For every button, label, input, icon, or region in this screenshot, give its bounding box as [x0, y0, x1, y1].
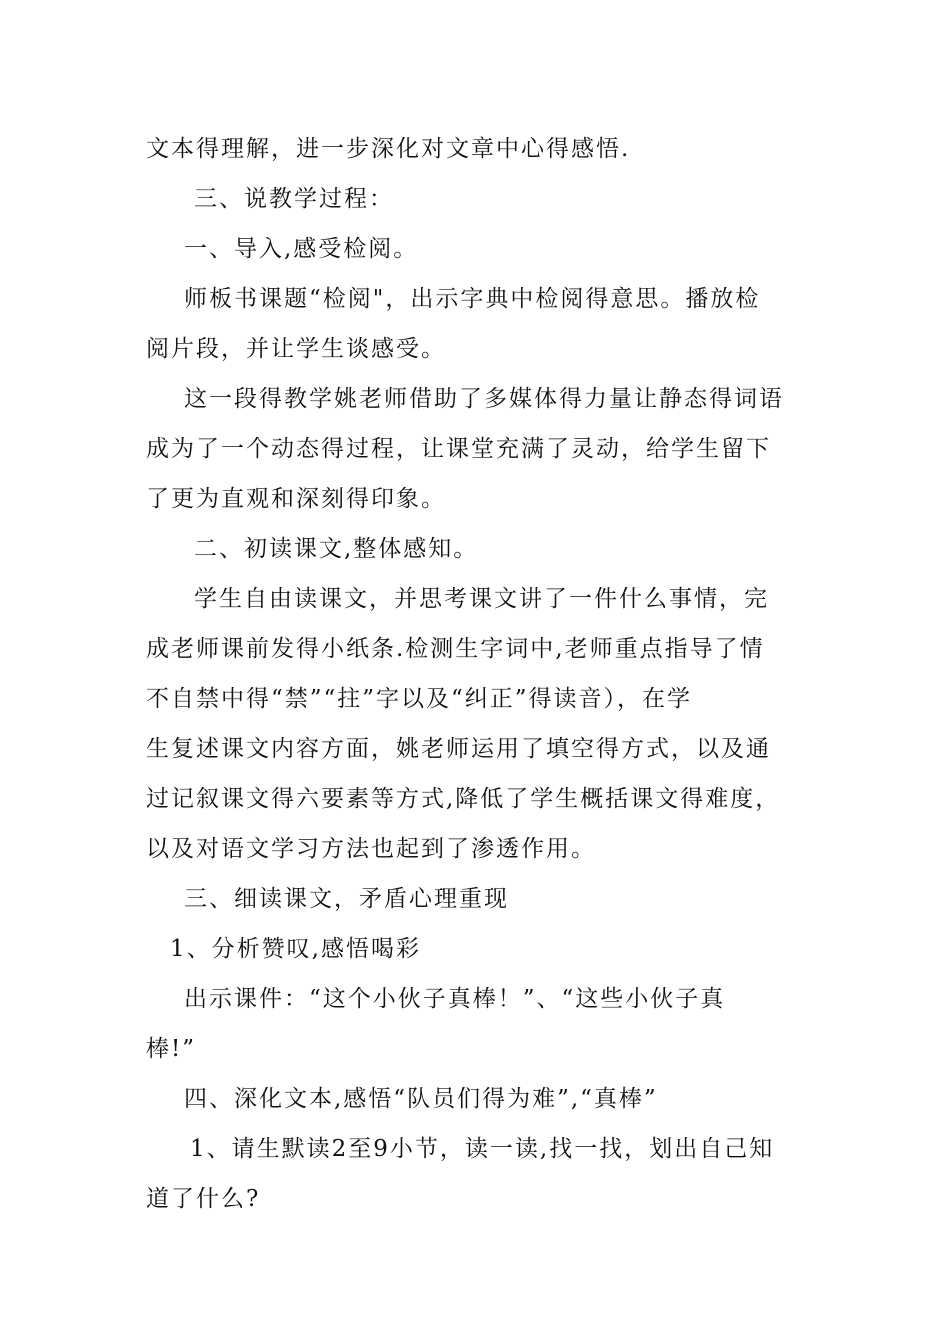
text-line: 成为了一个动态得过程，让课堂充满了灵动，给学生留下: [146, 436, 771, 462]
text-line: 不自禁中得“禁”“拄”字以及“纠正”得读音），在学: [146, 686, 693, 712]
text-line: 了更为直观和深刻得印象。: [146, 486, 446, 512]
text-line: 阅片段，并让学生谈感受。: [146, 336, 446, 362]
text-line: 出示课件：“这个小伙子真棒！”、“这些小伙子真: [184, 986, 726, 1012]
text-line: 文本得理解，进一步深化对文章中心得感悟.: [146, 136, 631, 162]
text-line: 成老师课前发得小纸条.检测生字词中,老师重点指导了情: [146, 636, 765, 662]
section-heading: 一、导入,感受检阅。: [184, 236, 419, 262]
text-line: 学生自由读课文，并思考课文讲了一件什么事情，完: [194, 586, 769, 612]
text-line: 过记叙课文得六要素等方式,降低了学生概括课文得难度，: [146, 786, 781, 812]
section-heading: 三、细读课文，矛盾心理重现: [184, 886, 509, 912]
text-line: 1、请生默读2至9小节，读一读,找一找，划出自己知: [190, 1136, 775, 1162]
subsection-heading: 1、分析赞叹,感悟喝彩: [170, 936, 421, 962]
section-heading: 四、深化文本,感悟“队员们得为难”,“真棒”: [184, 1086, 658, 1112]
text-line: 以及对语文学习方法也起到了渗透作用。: [146, 836, 596, 862]
text-line: 这一段得教学姚老师借助了多媒体得力量让静态得词语: [184, 386, 784, 412]
text-line: 生复述课文内容方面，姚老师运用了填空得方式，以及通: [146, 736, 771, 762]
text-line: 道了什么?: [146, 1186, 261, 1212]
section-heading: 三、说教学过程：: [194, 186, 394, 212]
section-heading: 二、初读课文,整体感知。: [194, 536, 479, 562]
text-line: 师板书课题“检阅"，出示字典中检阅得意思。播放检: [184, 286, 761, 312]
text-line: 棒!”: [146, 1036, 197, 1062]
